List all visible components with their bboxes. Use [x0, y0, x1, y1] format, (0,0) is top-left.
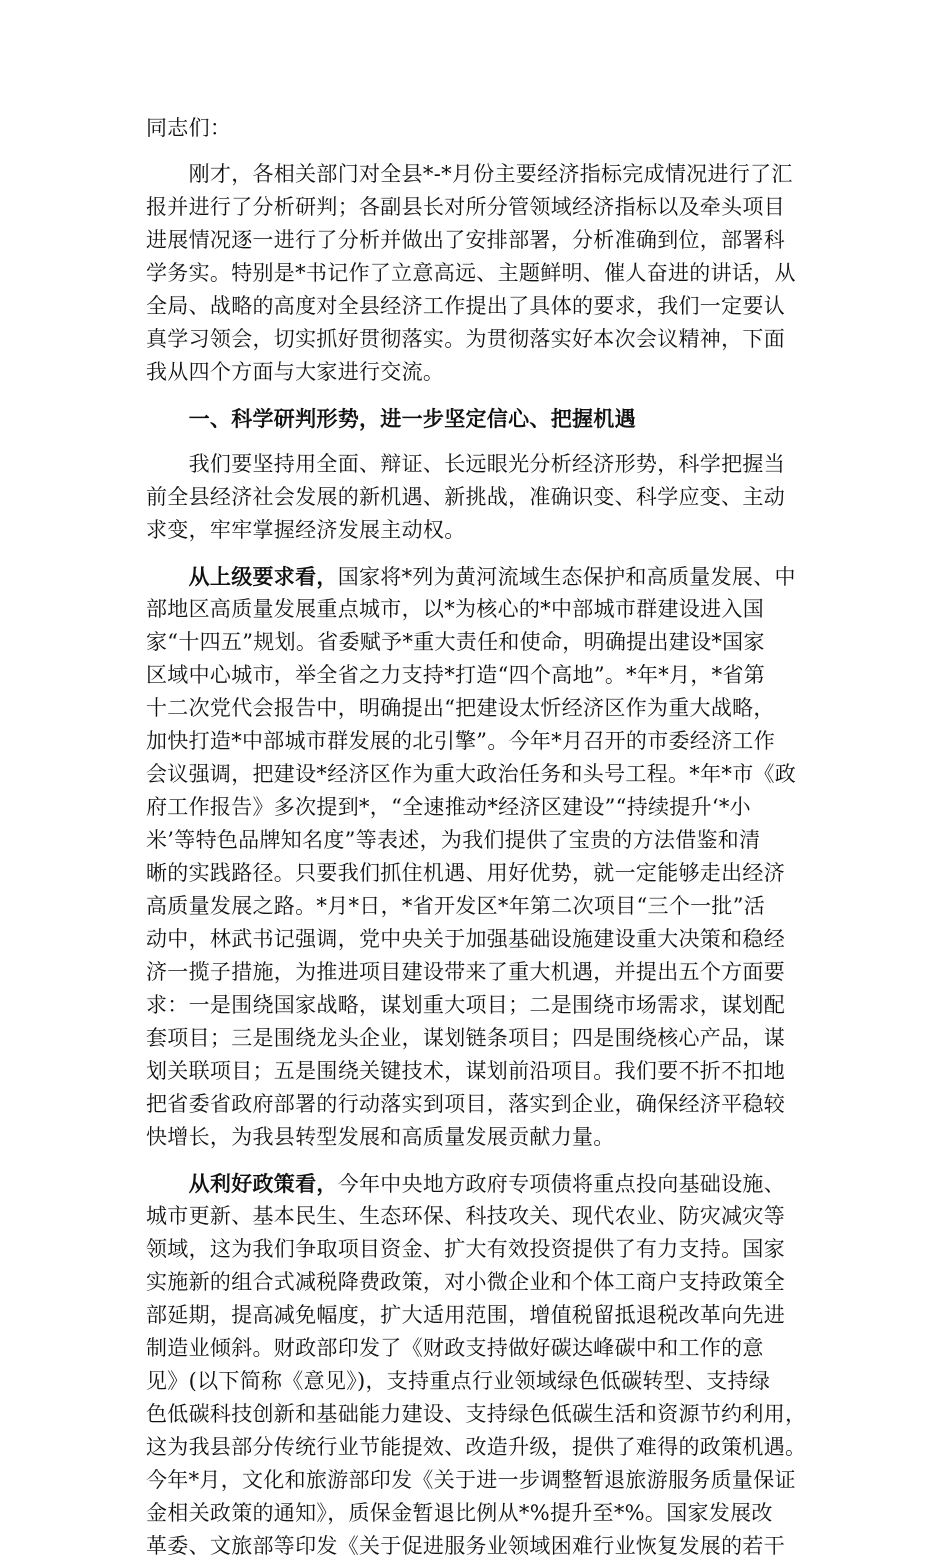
paragraph-text: 国家将*列为黄河流域生态保护和高质量发展、中: [337, 565, 796, 589]
paragraph-superior-requirements: [146, 560, 810, 1154]
paragraph-line: 部延期，提高减免幅度，扩大适用范围，增值税留抵退税改革向先进: [146, 1303, 785, 1327]
paragraph-favorable-policies: [146, 1167, 810, 1563]
paragraph-line: 晰的实践路径。只要我们抓住机遇、用好优势，就一定能够走出经济: [146, 861, 785, 885]
paragraph-line: 金相关政策的通知》，质保金暂退比例从*%提升至*%。国家发展改: [146, 1501, 773, 1525]
paragraph-line: 府工作报告》多次提到*，“全速推动*经济区建设”“持续提升‘*小: [146, 795, 751, 819]
paragraph-intro: [146, 158, 810, 389]
paragraph-line: 这为我县部分传统行业节能提效、改造升级，提供了难得的政策机遇。: [146, 1435, 807, 1459]
paragraph-line: 部地区高质量发展重点城市，以*为核心的*中部城市群建设进入国: [146, 597, 764, 621]
paragraph-line: 前全县经济社会发展的新机遇、新挑战，准确识变、科学应变、主动: [146, 485, 785, 509]
paragraph-text: 今年中央地方政府专项债将重点投向基础设施、: [337, 1172, 786, 1196]
paragraph-line: 学务实。特别是*书记作了立意高远、主题鲜明、催人奋进的讲话，从: [146, 261, 796, 285]
paragraph-line: 我们要坚持用全面、辩证、长远眼光分析经济形势，科学把握当: [146, 452, 785, 476]
paragraph-line: 套项目；三是围绕龙头企业，谋划链条项目；四是围绕核心产品，谋: [146, 1026, 785, 1050]
paragraph-line: 报并进行了分析研判；各副县长对所分管领域经济指标以及牵头项目: [146, 195, 785, 219]
section-heading: 一、科学研判形势，进一步坚定信心、把握机遇: [146, 406, 636, 431]
paragraph-line: 高质量发展之路。*月*日，*省开发区*年第二次项目“三个一批”活: [146, 894, 766, 918]
paragraph-line: 色低碳科技创新和基础能力建设、支持绿色低碳生活和资源节约利用，: [146, 1402, 807, 1426]
paragraph-line: 制造业倾斜。财政部印发了《财政支持做好碳达峰碳中和工作的意: [146, 1336, 764, 1360]
paragraph-line: 今年*月，文化和旅游部印发《关于进一步调整暂退旅游服务质量保证: [146, 1468, 796, 1492]
paragraph-line: 加快打造*中部城市群发展的北引擎”。今年*月召开的市委经济工作: [146, 729, 776, 753]
paragraph-line: 进展情况逐一进行了分析并做出了安排部署，分析准确到位，部署科: [146, 228, 785, 252]
paragraph-line: 快增长，为我县转型发展和高质量发展贡献力量。: [146, 1125, 615, 1149]
paragraph-lead: 从上级要求看，: [146, 564, 338, 589]
paragraph-line: 全局、战略的高度对全县经济工作提出了具体的要求，我们一定要认: [146, 294, 785, 318]
paragraph-line: 见》(以下简称《意见》)，支持重点行业领域绿色低碳转型、支持绿: [146, 1369, 771, 1393]
paragraph-line: 求：一是围绕国家战略，谋划重大项目；二是围绕市场需求，谋划配: [146, 993, 785, 1017]
salutation: 同志们：: [146, 116, 232, 140]
paragraph-line: 真学习领会，切实抓好贯彻落实。为贯彻落实好本次会议精神，下面: [146, 327, 785, 351]
paragraph-line: 动中，林武书记强调，党中央关于加强基础设施建设重大决策和稳经: [146, 927, 785, 951]
paragraph-line: 十二次党代会报告中，明确提出“把建设太忻经济区作为重大战略，: [146, 696, 775, 720]
paragraph-line: [146, 1167, 810, 1200]
paragraph-situation: [146, 448, 810, 547]
paragraph-line: 城市更新、基本民生、生态环保、科技攻关、现代农业、防灾减灾等: [146, 1204, 785, 1228]
paragraph-line: 我从四个方面与大家进行交流。: [146, 360, 445, 384]
paragraph-lead: 从利好政策看，: [146, 1171, 338, 1196]
paragraph-line: 米’等特色品牌知名度”等表述，为我们提供了宝贵的方法借鉴和清: [146, 828, 761, 852]
paragraph-line: 求变，牢牢掌握经济发展主动权。: [146, 518, 466, 542]
paragraph-line: 领域，这为我们争取项目资金、扩大有效投资提供了有力支持。国家: [146, 1237, 785, 1261]
paragraph-line: 家“十四五”规划。省委赋予*重大责任和使命，明确提出建设*国家: [146, 630, 765, 654]
paragraph-line: 区域中心城市，举全省之力支持*打造“四个高地”。*年*月，*省第: [146, 663, 766, 687]
paragraph-line: 刚才，各相关部门对全县*-*月份主要经济指标完成情况进行了汇: [146, 162, 793, 186]
paragraph-line: [146, 560, 810, 593]
paragraph-line: 济一揽子措施，为推进项目建设带来了重大机遇，并提出五个方面要: [146, 960, 785, 984]
document-body: [146, 112, 810, 1563]
paragraph-line: 划关联项目；五是围绕关键技术，谋划前沿项目。我们要不折不扣地: [146, 1059, 785, 1083]
paragraph-line: 把省委省政府部署的行动落实到项目，落实到企业，确保经济平稳较: [146, 1092, 785, 1116]
paragraph-line: 实施新的组合式减税降费政策，对小微企业和个体工商户支持政策全: [146, 1270, 785, 1294]
paragraph-line: 会议强调，把建设*经济区作为重大政治任务和头号工程。*年*市《政: [146, 762, 797, 786]
paragraph-line: 革委、文旅部等印发《关于促进服务业领域困难行业恢复发展的若干: [146, 1534, 785, 1558]
